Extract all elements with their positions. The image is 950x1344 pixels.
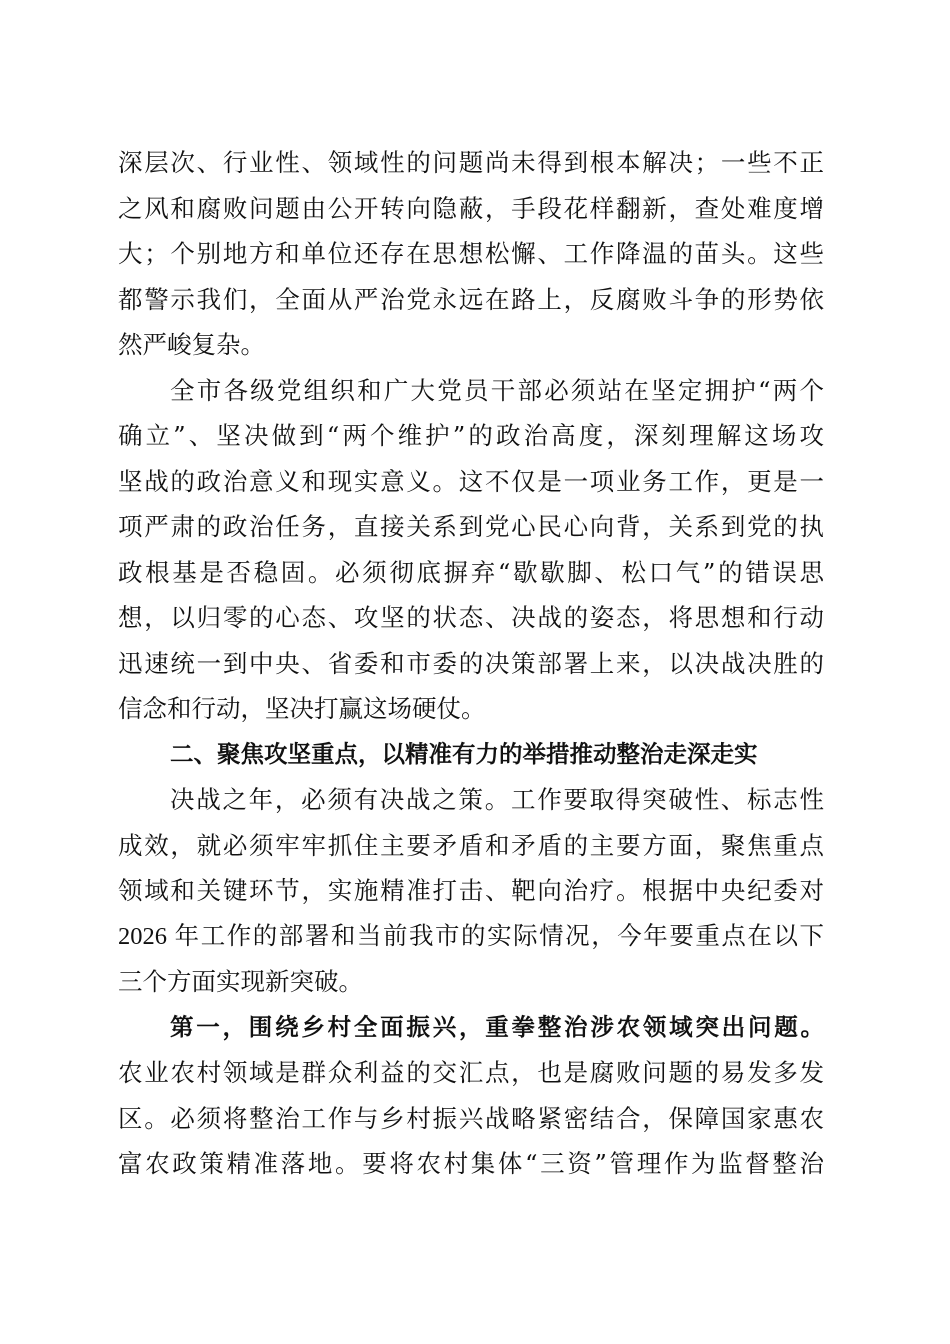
paragraph	[118, 368, 824, 732]
text-line: 然严峻复杂。	[118, 330, 265, 359]
text-line: 项严肃的政治任务，直接关系到党心民心向背，关系到党的执	[118, 512, 824, 541]
text-line: 2026 年工作的部署和当前我市的实际情况，今年要重点在以下	[118, 922, 824, 950]
paragraph	[118, 140, 824, 368]
text-line: 之风和腐败问题由公开转向隐蔽，手段花样翻新，查处难度增	[118, 193, 824, 223]
paragraph	[118, 1005, 824, 1187]
text-line: 大；个别地方和单位还存在思想松懈、工作降温的苗头。这些	[118, 239, 824, 268]
text-line: 确立”、坚决做到“两个维护”的政治高度，深刻理解这场攻	[118, 421, 824, 450]
text-line: 政根基是否稳固。必须彻底摒弃“歇歇脚、松口气”的错误思	[118, 557, 824, 587]
document-page	[118, 140, 824, 1187]
text-line: 富农政策精准落地。要将农村集体“三资”管理作为监督整治	[118, 1149, 824, 1178]
text-line: 想，以归零的心态、攻坚的状态、决战的姿态，将思想和行动	[118, 603, 824, 632]
text-line: 都警示我们，全面从严治党永远在路上，反腐败斗争的形势依	[118, 284, 824, 314]
paragraph	[118, 777, 824, 1005]
bold-lead-sentence: 第一，围绕乡村全面振兴，重拳整治涉农领域突出问题。	[170, 1012, 824, 1041]
text-line: 坚战的政治意义和现实意义。这不仅是一项业务工作，更是一	[118, 466, 824, 496]
text-line: 全市各级党组织和广大党员干部必须站在坚定拥护“两个	[170, 375, 824, 405]
text-line: 信念和行动，坚决打赢这场硬仗。	[118, 694, 486, 723]
text-line: 领域和关键环节，实施精准打击、靶向治疗。根据中央纪委对	[118, 876, 824, 905]
text-line: 深层次、行业性、领域性的问题尚未得到根本解决；一些不正	[118, 148, 824, 177]
section-heading: 二、聚焦攻坚重点，以精准有力的举措推动整治走深走实	[170, 739, 758, 768]
text-line: 区。必须将整治工作与乡村振兴战略紧密结合，保障国家惠农	[118, 1103, 824, 1133]
text-line: 成效，就必须牢牢抓住主要矛盾和矛盾的主要方面，聚焦重点	[118, 830, 824, 860]
text-line: 迅速统一到中央、省委和市委的决策部署上来，以决战决胜的	[118, 648, 824, 678]
text-line: 三个方面实现新突破。	[118, 967, 363, 996]
text-line: 农业农村领域是群众利益的交汇点，也是腐败问题的易发多发	[118, 1058, 824, 1087]
text-line: 决战之年，必须有决战之策。工作要取得突破性、标志性	[170, 785, 824, 814]
